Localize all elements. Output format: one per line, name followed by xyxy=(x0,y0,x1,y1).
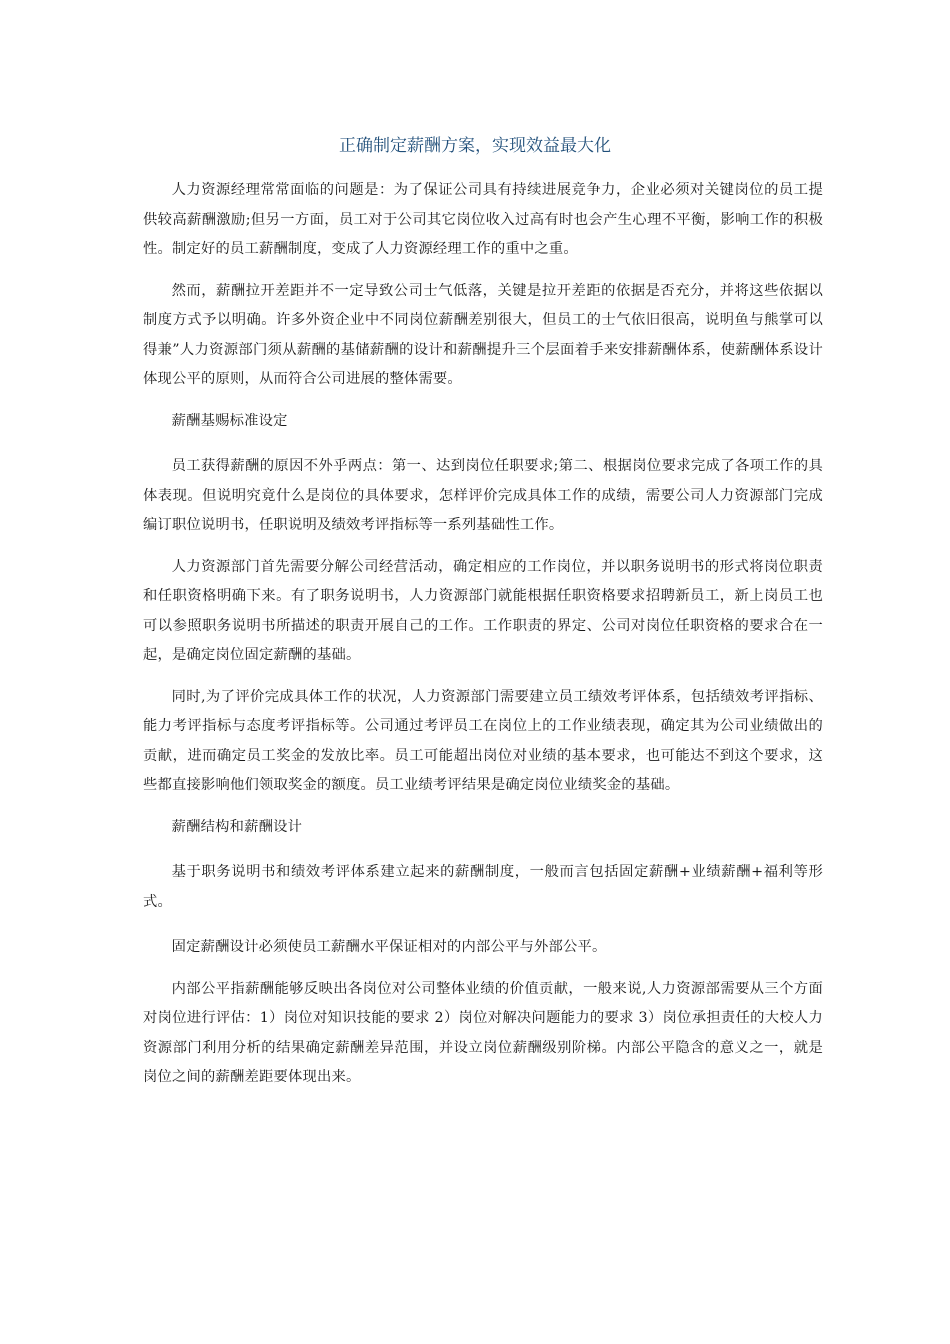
paragraph-pay-gap: 然而，薪酬拉开差距并不一定导致公司士气低落，关键是拉开差距的依据是否充分，并将这些依据以制度方式予以明确。许多外资企业中不同岗位薪酬差别很大，但员工的士气依旧很高，说明鱼与熊掌可以得兼”人力资源部门须从薪酬的基储薪酬的设计和薪酬提升三个层面着手来安排薪酬体系，使薪酬体系设计体现公平的原则，从而符合公司进展的整体需要。 xyxy=(143,282,823,387)
paragraph-pay-system: 基于职务说明书和绩效考评体系建立起来的薪酬制度，一般而言包括固定薪酬+业绩薪酬+福利等形式。 xyxy=(143,864,823,910)
paragraph-internal-fairness: 内部公平指薪酬能够反映出各岗位对公司整体业绩的价值贡献，一般来说,人力资源部需要从三个方面对岗位进行评估：1）岗位对知识技能的要求 2）岗位对解决问题能力的要求 3）岗位承担责任的大校人力资源部门利用分析的结果确定薪酬差异范围，并设立岗位薪酬级别阶梯。内部公平隐含的意义之一，就是岗位之间的薪酬差距要体现出来。 xyxy=(143,980,823,1085)
section-heading-base-standard: 薪酬基赐标准设定 xyxy=(171,412,288,429)
paragraph-job-description: 人力资源部门首先需要分解公司经营活动，确定相应的工作岗位，并以职务说明书的形式将岗位职责和任职资格明确下来。有了职务说明书，人力资源部门就能根据任职资格要求招聘新员工，新上岗员工也可以参照职务说明书所描述的职责开展自己的工作。工作职责的界定、公司对岗位任职资格的要求合在一起，是确定岗位固定薪酬的基础。 xyxy=(143,558,823,663)
paragraph-performance-evaluation: 同时,为了评价完成具体工作的状况，人力资源部门需要建立员工绩效考评体系，包括绩效考评指标、能力考评指标与态度考评指标等。公司通过考评员工在岗位上的工作业绩表现，确定其为公司业绩做出的贡献，进而确定员工奖金的发放比率。员工可能超出岗位对业绩的基本要求，也可能达不到这个要求，这些都直接影响他们领取奖金的额度。员工业绩考评结果是确定岗位业绩奖金的基础。 xyxy=(143,688,823,793)
paragraph-intro: 人力资源经理常常面临的问题是：为了保证公司具有持续进展竞争力，企业必须对关键岗位的员工提供较高薪酬激励;但另一方面，员工对于公司其它岗位收入过高有时也会产生心理不平衡，影响工作的积极性。制定好的员工薪酬制度，变成了人力资源经理工作的重中之重。 xyxy=(143,182,823,257)
paragraph-reasons: 员工获得薪酬的原因不外乎两点：第一、达到岗位任职要求;第二、根据岗位要求完成了各项工作的具体表现。但说明究竟什么是岗位的具体要求，怎样评价完成具体工作的成绩，需要公司人力资源部门完成编订职位说明书，任职说明及绩效考评指标等一系列基础性工作。 xyxy=(143,458,823,533)
paragraph-fixed-pay: 固定薪酬设计必须使员工薪酬水平保证相对的内部公平与外部公平。 xyxy=(171,939,607,955)
document-body xyxy=(143,176,823,1093)
document-title: 正确制定薪酬方案，实现效益最大化 xyxy=(339,136,611,156)
section-heading-structure: 薪酬结构和薪酬设计 xyxy=(171,818,303,835)
